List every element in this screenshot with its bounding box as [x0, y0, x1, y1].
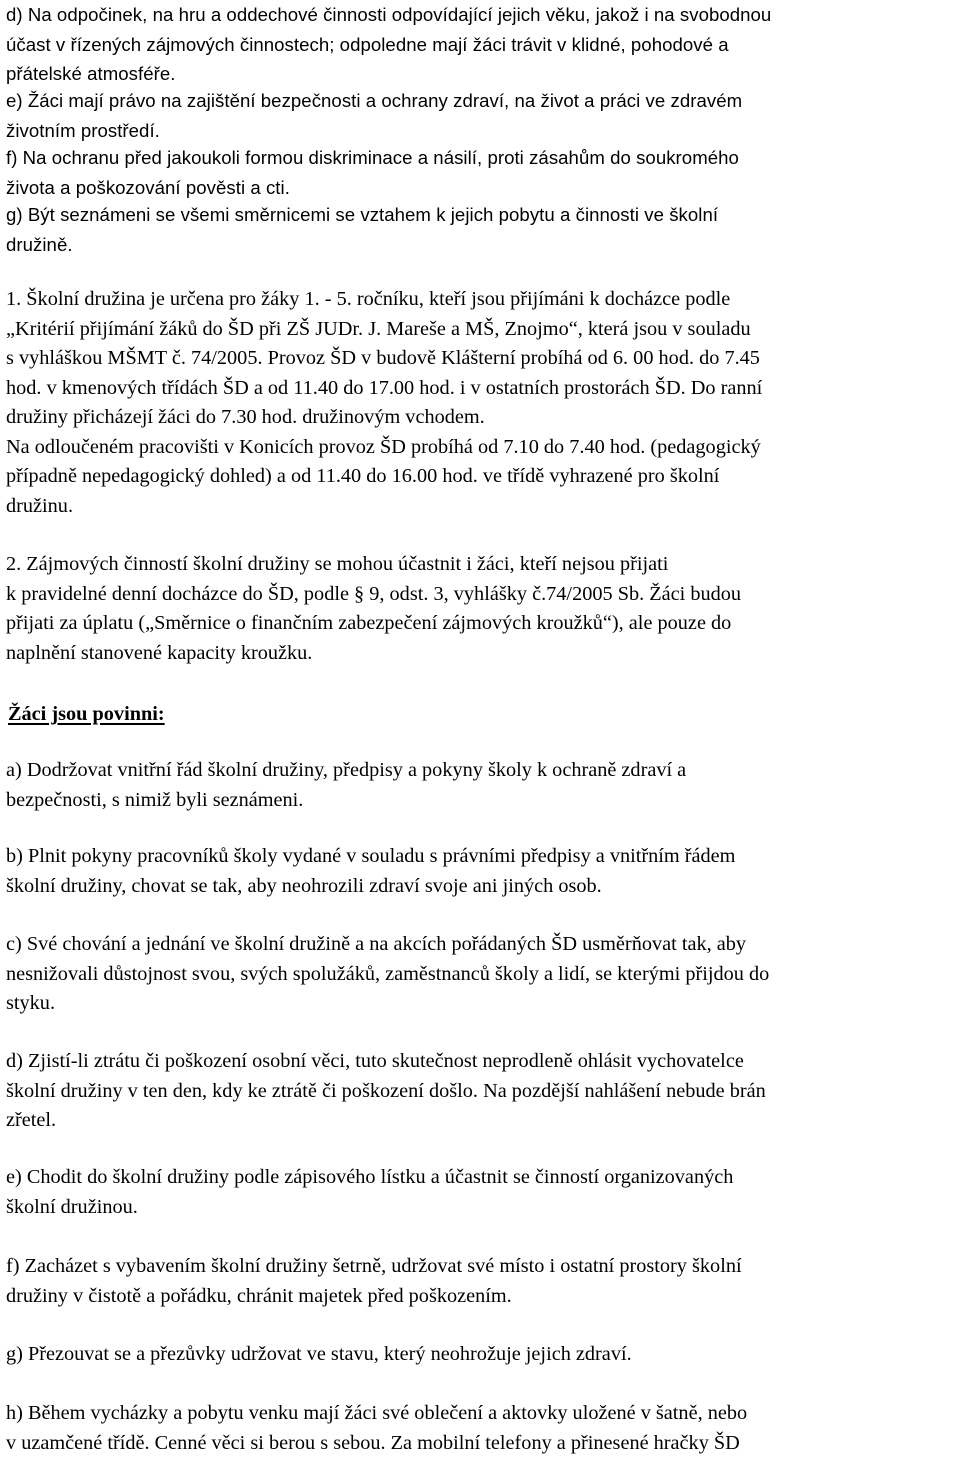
text-line: e) Chodit do školní družiny podle zápisového lístku a účastnit se činností organizovaných: [6, 1166, 734, 1188]
text-line: a) Dodržovat vnitřní řád školní družiny, předpisy a pokyny školy k ochraně zdraví a: [6, 759, 687, 781]
text-line: družiny přicházejí žáci do 7.30 hod. družinovým vchodem.: [6, 406, 485, 428]
text-line: družinu.: [6, 494, 74, 517]
duties-heading-block: [8, 700, 958, 730]
text-line: zřetel.: [6, 1109, 57, 1131]
text-line: životním prostředí.: [6, 119, 160, 141]
text-line: b) Plnit pokyny pracovníků školy vydané v souladu s právními předpisy a vnitřním řádem: [6, 845, 736, 867]
section-2-paragraph: [6, 550, 956, 668]
text-line: účast v řízených zájmových činnostech; odpoledne mají žáci trávit v klidné, pohodové a: [6, 33, 729, 55]
text-line: školní družiny v ten den, kdy ke ztrátě či poškození došlo. Na pozdější nahlášení nebude brán: [6, 1079, 766, 1102]
text-line: přátelské atmosféře.: [6, 63, 176, 84]
text-line: nesnižovali důstojnost svou, svých spolužáků, zaměstnanců školy a lidí, se kterými přijdou do: [6, 962, 770, 985]
text-line: přijati za úplatu („Směrnice o finančním zabezpečení zájmových kroužků“), ale pouze do: [6, 612, 732, 634]
text-line: s vyhláškou MŠMT č. 74/2005. Provoz ŠD v budově Klášterní probíhá od 6. 00 hod. do 7.45: [6, 347, 760, 369]
text-line: g) Přezouvat se a přezůvky udržovat ve stavu, který neohrožuje jejich zdraví.: [6, 1343, 632, 1365]
duties-item-f: [6, 1252, 956, 1311]
text-line: h) Během vycházky a pobytu venku mají žáci své oblečení a aktovky uložené v šatně, nebo: [6, 1402, 748, 1424]
duties-item-a: [6, 756, 956, 815]
rights-item-g: [6, 200, 956, 259]
text-line: školní družinou.: [6, 1195, 138, 1218]
text-line: k pravidelné denní docházce do ŠD, podle § 9, odst. 3, vyhlášky č.74/2005 Sb. Žáci budou: [6, 582, 742, 605]
duties-item-c: [6, 930, 956, 1019]
text-line: g) Být seznámeni se všemi směrnicemi se vztahem k jejich pobytu a činnosti ve školní: [6, 204, 719, 225]
text-line: naplnění stanovené kapacity kroužku.: [6, 641, 313, 664]
text-line: případně nepedagogický dohled) a od 11.40 do 16.00 hod. ve třídě vyhrazené pro školní: [6, 465, 720, 487]
text-line: družiny v čistotě a pořádku, chránit majetek před poškozením.: [6, 1284, 512, 1307]
rights-item-d: [6, 0, 956, 89]
text-line: 1. Školní družina je určena pro žáky 1. - 5. ročníku, kteří jsou přijímáni k docházce podle: [6, 288, 731, 310]
text-line: školní družiny, chovat se tak, aby neohrozili zdraví svoje ani jiných osob.: [6, 874, 602, 897]
text-line: styku.: [6, 992, 56, 1014]
text-line: d) Na odpočinek, na hru a oddechové činnosti odpovídající jejich věku, jakož i na svobodnou: [6, 4, 772, 25]
text-line: e) Žáci mají právo na zajištění bezpečnosti a ochrany zdraví, na život a práci ve zdravém: [6, 90, 743, 111]
section-1-paragraph: [6, 285, 956, 521]
duties-heading: Žáci jsou povinni:: [8, 703, 165, 725]
text-line: f) Na ochranu před jakoukoli formou diskriminace a násilí, proti zásahům do soukromého: [6, 147, 739, 168]
text-line: 2. Zájmových činností školní družiny se mohou účastnit i žáci, kteří nejsou přijati: [6, 553, 669, 575]
text-line: hod. v kmenových třídách ŠD a od 11.40 do 17.00 hod. i v ostatních prostorách ŠD. Do ranní: [6, 376, 763, 399]
text-line: f) Zacházet s vybavením školní družiny šetrně, udržovat své místo i ostatní prostory školní: [6, 1255, 742, 1277]
text-line: „Kritérií přijímání žáků do ŠD při ZŠ JUDr. J. Mareše a MŠ, Znojmo“, která jsou v souladu: [6, 317, 751, 340]
text-line: v uzamčené třídě. Cenné věci si berou s sebou. Za mobilní telefony a přinesené hračky ŠD: [6, 1431, 740, 1454]
duties-item-b: [6, 842, 956, 901]
duties-item-e: [6, 1163, 956, 1222]
text-line: d) Zjistí-li ztrátu či poškození osobní věci, tuto skutečnost neprodleně ohlásit vychovatelce: [6, 1050, 744, 1072]
duties-item-h: [6, 1399, 956, 1458]
text-line: Na odloučeném pracovišti v Konicích provoz ŠD probíhá od 7.10 do 7.40 hod. (pedagogický: [6, 435, 761, 458]
duties-item-d: [6, 1047, 956, 1136]
text-line: života a poškozování pověsti a cti.: [6, 176, 290, 198]
text-line: družině.: [6, 233, 73, 255]
rights-item-f: [6, 143, 956, 202]
rights-item-e: [6, 86, 956, 145]
duties-item-g: [6, 1340, 956, 1370]
text-line: bezpečnosti, s nimiž byli seznámeni.: [6, 788, 304, 811]
text-line: c) Své chování a jednání ve školní družině a na akcích pořádaných ŠD usměrňovat tak, aby: [6, 933, 747, 955]
